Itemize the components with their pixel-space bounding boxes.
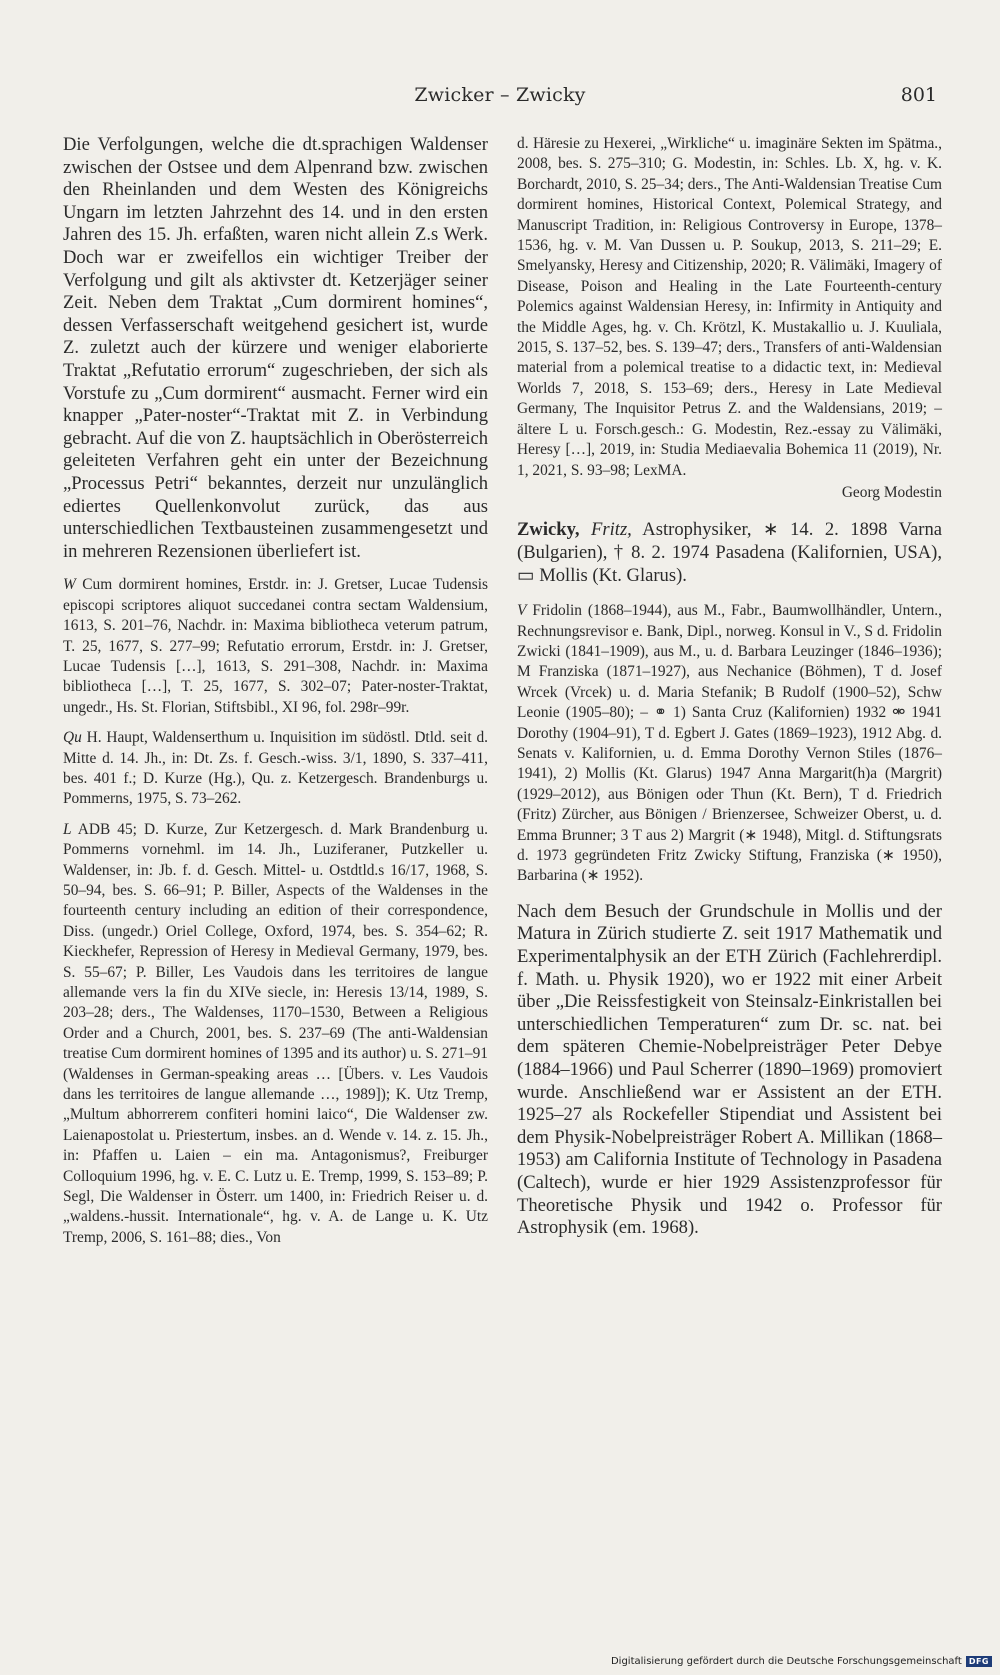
footer-text: Digitalisierung gefördert durch die Deutsche Forschungsgemeinschaft <box>610 1656 962 1667</box>
works-section <box>63 575 488 718</box>
page-header <box>0 84 1000 114</box>
digitization-footer <box>611 1656 992 1667</box>
family-section <box>517 601 942 887</box>
running-head: Zwicker – Zwicky <box>414 84 586 106</box>
zwicky-article-body: Nach dem Besuch der Grundschule in Mollis und der Matura in Zürich studierte Z. seit 1917 Mathematik und Experimentalphysik an der ETH Zürich (Fachlehrerdipl. f. Math. u. Physik 1920), wo er 1922 mit einer Arbeit über „Die Reissfestigkeit von Steinsalz-Einkristallen bei unterschiedlichen Temperaturen“ zum Dr. sc. nat. bei dem späteren Chemie-Nobelpreisträger Peter Debye (1884–1966) und Paul Scherrer (1890–1969) promoviert wurde. Anschließend war er Assistent an der ETH. 1925–27 als Rockefeller Stipendiat und Assistent bei dem Physik-Nobelpreisträger Robert A. Millikan (1868–1953) am California Institute of Technology in Pasadena (Caltech), wurde er hier 1929 Assistenzprofessor für Theoretische Physik und 1942 o. Professor für Astrophysik (em. 1968). <box>517 900 942 1239</box>
zwicky-life-data: Astrophysiker, ∗ 14. 2. 1898 Varna (Bulgarien), † 8. 2. 1974 Pasadena (Kalifornien, USA), ▭ Mollis (Kt. Glarus). <box>517 519 942 586</box>
literature-sigil: L <box>63 820 72 838</box>
left-column <box>63 134 488 1258</box>
literature-continued: d. Häresie zu Hexerei, „Wirkliche“ u. imaginäre Sekten im Spätma., 2008, bes. S. 275–310; G. Modestin, in: Schles. Lb. X, hg. v. K. Borchardt, 2010, S. 25–34; ders., The Anti-Waldensian Treatise Cum dormirent homines, Historical Context, Polemical Strategy, and Manuscript Tradition, in: Religious Controversy in Europe, 1378–1536, hg. v. M. Van Dussen u. P. Soukup, 2013, S. 211–29; E. Smelyansky, Heresy and Citizenship, 2020; R. Välimäki, Imagery of Disease, Poison and Healing in the Late Fourteenth-century Polemics against Waldensian Heresy, in: Infirmity in Antiquity and the Middle Ages, hg. v. Ch. Krötzl, K. Mustakallio u. J. Kuuliala, 2015, S. 137–52, bes. S. 139–47; ders., Transfers of anti-Waldensian material from a polemical treatise to a didactic text, in: Medieval Worlds 7, 2018, S. 153–69; ders., Heresy in Late Medieval Germany, The Inquisitor Petrus Z. and the Waldensians, 2019; – ältere L u. Forsch.gesch.: G. Modestin, Rez.-essay zu Välimäki, Heresy […], 2019, in: Studia Mediaevalia Bohemica 11 (2019), Nr. 1, 2021, S. 93–98; LexMA. <box>517 135 942 479</box>
sources-section <box>63 728 488 810</box>
right-column <box>517 134 942 1240</box>
zwicky-surname: Zwicky, <box>517 519 580 541</box>
zwicker-article-body: Die Verfolgungen, welche die dt.sprachigen Waldenser zwischen der Ostsee und dem Alpenrand bzw. zwischen den Rheinlanden und dem Westen des Königreichs Ungarn im letzten Jahrzehnt des 14. und in den ersten Jahren des 15. Jh. erfaßten, waren nicht allein Z.s Werk. Doch war er zweifellos ein wichtiger Treiber der Verfolgung und gilt als aktivster dt. Ketzerjäger seiner Zeit. Neben dem Traktat „Cum dormirent homines“, dessen Verfasserschaft weitgehend gesichert ist, wurde Z. zuletzt auch der kürzere und weniger elaborierte Traktat „Refutatio errorum“ zugeschrieben, der sich als Vorstufe zu „Cum dormirent“ ausmacht. Ferner wird ein knapper „Pater-noster“-Traktat mit Z. in Verbindung gebracht. Auf die von Z. hauptsächlich in Oberösterreich geleiteten Verfahren geht ein unter der Bezeichnung „Processus Petri“ bekanntes, derzeit nur unzulänglich ediertes Quellenkonvolut zurück, das aus unterschiedlichen Textbausteinen zusammengesetzt und in mehreren Rezensionen überliefert ist. <box>63 134 488 562</box>
zwicky-given-name: Fritz, <box>591 519 632 541</box>
dfg-logo: DFG <box>966 1656 992 1667</box>
sources-sigil: Qu <box>63 729 82 747</box>
works-sigil: W <box>63 576 76 594</box>
page-number: 801 <box>900 84 937 106</box>
article-author: Georg Modestin <box>841 483 942 501</box>
sources-text: H. Haupt, Waldenserthum u. Inquisition im südöstl. Dtld. seit d. Mitte d. 14. Jh., in: Dt. Zs. f. Gesch.-wiss. 3/1, 1890, S. 337–411, bes. 401 f.; D. Kurze (Hg.), Qu. z. Ketzergesch. Brandenburgs u. Pommerns, 1975, S. 73–262. <box>63 729 488 808</box>
literature-section <box>63 820 488 1249</box>
family-text: Fridolin (1868–1944), aus M., Fabr., Baumwollhändler, Untern., Rechnungsrevisor e. Bank, Dipl., norweg. Konsul in V., S d. Fridolin Zwicki (1841–1909), aus M., u. d. Barbara Leuzinger (1846–1936); M Franziska (1871–1927), aus Nechanice (Böhmen), T d. Josef Wrcek (Vrcek) u. d. Maria Stefanik; B Rudolf (1900–52), Schw Leonie (1905–80); – ⚭ 1) Santa Cruz (Kalifornien) 1932 ⚮ 1941 Dorothy (1904–91), T d. Egbert J. Gates (1869–1923), 1912 Abg. d. Senats v. Kalifornien, u. d. Emma Dorothy Vernon Stiles (1876–1941), 2) Mollis (Kt. Glarus) 1947 Anna Margarit(h)a (Margrit) (1929–2012), aus Bönigen oder Thun (Kt. Bern), T d. Friedrich (Fritz) Zürcher, aus Bönigen / Brienzersee, Schweizer Oberst, u. d. Emma Brunner; 3 T aus 2) Margrit (∗ 1948), Mitgl. d. Stiftungsrats d. 1973 gegründeten Fritz Zwicky Stiftung, Franziska (∗ 1950), Barbarina (∗ 1952). <box>517 602 942 885</box>
works-text: Cum dormirent homines, Erstdr. in: J. Gretser, Lucae Tudensis episcopi scriptores aliquot succedanei contra sectam Waldensium, 1613, S. 201–76, Nachdr. in: Maxima bibliotheca veterum patrum, T. 25, 1677, S. 277–99; Refutatio errorum, Erstdr. in: J. Gretser, Lucae Tudensis […], 1613, S. 291–308, Nachdr. in: Maxima bibliotheca […], T. 25, 1677, S. 302–07; Pater-noster-Traktat, ungedr., Hs. St. Florian, Stiftsbibl., XI 96, fol. 298r–99r. <box>63 576 488 716</box>
family-sigil: V <box>517 602 527 620</box>
literature-text: ADB 45; D. Kurze, Zur Ketzergesch. d. Mark Brandenburg u. Pommerns vornehml. im 14. Jh., Luziferaner, Putzkeller u. Waldenser, in: Jb. f. d. Gesch. Mittel- u. Ostdtld.s 16/17, 1968, S. 50–94, bes. S. 66–91; P. Biller, Aspects of the Waldenses in the fourteenth century including an edition of their correspondence, Diss. (ungedr.) Oriel College, Oxford, 1974, bes. S. 354–62; R. Kieckhefer, Repression of Heresy in Medieval Germany, 1979, bes. S. 55–67; P. Biller, Les Vaudois dans les territoires de langue allemande vers la fin du XIVe siecle, in: Heresis 13/14, 1989, S. 203–28; ders., The Waldenses, 1170–1530, Between a Religious Order and a Church, 2001, bes. S. 237–69 (The anti-Waldensian treatise Cum dormirent homines of 1395 and its author) u. S. 271–91 (Waldenses in German-speaking areas … [Übers. v. Les Vaudois dans les territoires de langue allemande …, 1989]); K. Utz Tremp, „Multum abhorrerem confiteri homini laico“, Die Waldenser zw. Laienapostolat u. Priestertum, insbes. an d. Wende v. 14. z. 15. Jh., in: Pfaffen u. Laien – ein ma. Antagonismus?, Freiburger Colloquium 1996, hg. v. E. C. Lutz u. E. Tremp, 1999, S. 153–89; P. Segl, Die Waldenser in Österr. um 1400, in: Friedrich Reiser u. d. „waldens.-hussit. Internationale“, hg. v. A. de Lange u. K. Utz Tremp, 2006, S. 161–88; dies., Von <box>63 820 488 1246</box>
zwicky-entry-heading <box>517 519 942 587</box>
